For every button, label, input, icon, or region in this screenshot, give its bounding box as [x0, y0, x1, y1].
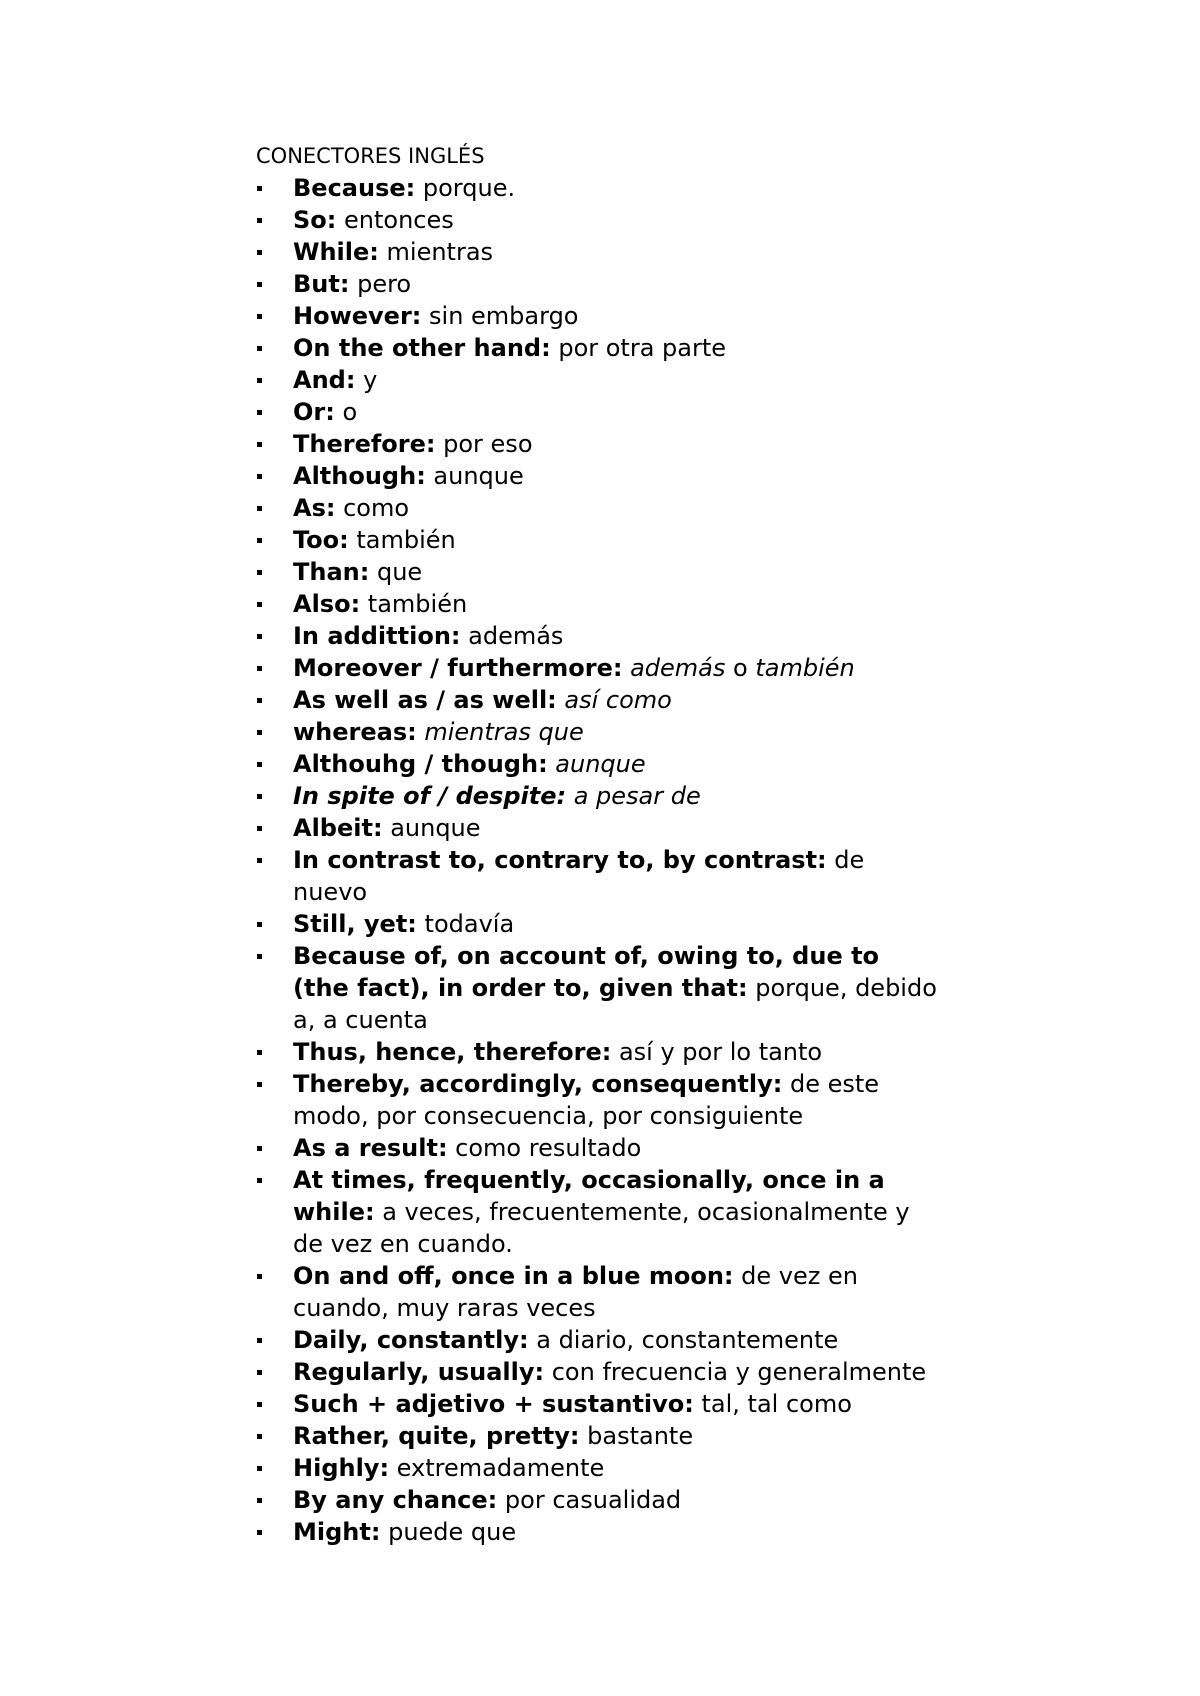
square-bullet-icon	[257, 922, 262, 927]
connector-term: As well as / as well:	[293, 686, 557, 714]
list-item	[256, 300, 1046, 332]
connector-meaning-continued: de vez en cuando.	[293, 1230, 513, 1258]
list-item	[256, 620, 1046, 652]
connector-term: Thereby, accordingly, consequently:	[293, 1070, 783, 1098]
document-page	[256, 140, 1046, 1548]
square-bullet-icon	[257, 1050, 262, 1055]
square-bullet-icon	[257, 1466, 262, 1471]
connector-term: Also:	[293, 590, 361, 618]
square-bullet-icon	[257, 698, 262, 703]
list-item	[256, 1356, 1046, 1388]
list-item	[256, 1068, 1046, 1132]
connector-term: In contrast to, contrary to, by contrast:	[293, 846, 827, 874]
connector-term: Such + adjetivo + sustantivo:	[293, 1390, 694, 1418]
connector-meaning: tal, tal como	[693, 1390, 852, 1418]
list-item	[256, 1132, 1046, 1164]
list-item	[256, 524, 1046, 556]
connector-term: So:	[293, 206, 337, 234]
connector-meaning: a pesar de	[566, 782, 701, 810]
connector-meaning-continued: cuando, muy raras veces	[293, 1294, 596, 1322]
square-bullet-icon	[257, 762, 262, 767]
connector-term: Albeit:	[293, 814, 383, 842]
connector-term: And:	[293, 366, 356, 394]
connector-meaning: por casualidad	[497, 1486, 682, 1514]
connector-term: Although:	[293, 462, 426, 490]
connector-term: whereas:	[293, 718, 417, 746]
connector-term: On the other hand:	[293, 334, 551, 362]
connector-term: Too:	[293, 526, 349, 554]
square-bullet-icon	[257, 954, 262, 959]
square-bullet-icon	[257, 1274, 262, 1279]
connector-term-continued: while:	[293, 1198, 375, 1226]
connector-term: Moreover / furthermore:	[293, 654, 623, 682]
connector-meaning: mientras que	[416, 718, 584, 746]
connector-term: Regularly, usually:	[293, 1358, 545, 1386]
connector-meaning: así como	[556, 686, 672, 714]
square-bullet-icon	[257, 570, 262, 575]
connector-term-continued: (the fact), in order to, given that:	[293, 974, 748, 1002]
connector-term: Althouhg / though:	[293, 750, 548, 778]
connector-meaning: porque.	[415, 174, 516, 202]
connector-term: As:	[293, 494, 336, 522]
list-item	[256, 1324, 1046, 1356]
connector-list	[256, 172, 1046, 1548]
list-item	[256, 428, 1046, 460]
connector-meaning: a diario, constantemente	[528, 1326, 839, 1354]
list-item	[256, 332, 1046, 364]
list-item	[256, 204, 1046, 236]
list-item	[256, 652, 1046, 684]
list-item	[256, 1164, 1046, 1260]
connector-term: Therefore:	[293, 430, 436, 458]
connector-term: Than:	[293, 558, 370, 586]
square-bullet-icon	[257, 730, 262, 735]
connector-term: By any chance:	[293, 1486, 498, 1514]
connector-meaning: mientras	[378, 238, 494, 266]
list-item	[256, 940, 1046, 1036]
list-item	[256, 236, 1046, 268]
square-bullet-icon	[257, 1082, 262, 1087]
connector-meaning: además	[622, 654, 726, 682]
connector-meaning: también	[360, 590, 468, 618]
square-bullet-icon	[257, 250, 262, 255]
list-item	[256, 716, 1046, 748]
connector-term: While:	[293, 238, 379, 266]
square-bullet-icon	[257, 314, 262, 319]
square-bullet-icon	[257, 346, 262, 351]
list-item	[256, 1036, 1046, 1068]
connector-meaning: de	[826, 846, 865, 874]
connector-meaning: extremadamente	[389, 1454, 605, 1482]
square-bullet-icon	[257, 538, 262, 543]
list-item	[256, 268, 1046, 300]
connector-meaning-continued: modo, por consecuencia, por consiguiente	[293, 1102, 804, 1130]
connector-meaning-continued: a, a cuenta	[293, 1006, 428, 1034]
connector-meaning: de vez en	[733, 1262, 858, 1290]
square-bullet-icon	[257, 186, 262, 191]
document-title: CONECTORES INGLÉS	[256, 144, 485, 168]
connector-term: Thus, hence, therefore:	[293, 1038, 612, 1066]
connector-meaning: con frecuencia y generalmente	[544, 1358, 927, 1386]
connector-meaning: de este	[782, 1070, 880, 1098]
square-bullet-icon	[257, 602, 262, 607]
connector-meaning: también	[348, 526, 456, 554]
connector-term: Highly:	[293, 1454, 390, 1482]
square-bullet-icon	[257, 1530, 262, 1535]
square-bullet-icon	[257, 1370, 262, 1375]
square-bullet-icon	[257, 1402, 262, 1407]
square-bullet-icon	[257, 282, 262, 287]
connector-meaning: puede que	[380, 1518, 517, 1546]
connector-meaning: aunque	[425, 462, 524, 490]
list-item	[256, 1388, 1046, 1420]
square-bullet-icon	[257, 474, 262, 479]
connector-term: At times, frequently, occasionally, once in a	[293, 1166, 885, 1194]
list-item	[256, 1484, 1046, 1516]
list-item	[256, 588, 1046, 620]
connector-meaning: además	[460, 622, 564, 650]
list-item	[256, 684, 1046, 716]
list-item	[256, 1260, 1046, 1324]
connector-term: On and off, once in a blue moon:	[293, 1262, 734, 1290]
connector-term: As a result:	[293, 1134, 448, 1162]
square-bullet-icon	[257, 1146, 262, 1151]
list-item	[256, 460, 1046, 492]
connector-meaning: y	[355, 366, 378, 394]
list-item	[256, 172, 1046, 204]
connector-term: But:	[293, 270, 350, 298]
list-item	[256, 1420, 1046, 1452]
square-bullet-icon	[257, 826, 262, 831]
square-bullet-icon	[257, 666, 262, 671]
connector-term: Because:	[293, 174, 416, 202]
list-item	[256, 812, 1046, 844]
connector-term: In addittion:	[293, 622, 461, 650]
square-bullet-icon	[257, 634, 262, 639]
connector-meaning: también	[755, 654, 855, 682]
square-bullet-icon	[257, 506, 262, 511]
connector-meaning: sin embargo	[421, 302, 579, 330]
list-item	[256, 748, 1046, 780]
connector-meaning: como resultado	[447, 1134, 642, 1162]
connector-meaning: aunque	[547, 750, 646, 778]
connector-meaning: por eso	[435, 430, 533, 458]
square-bullet-icon	[257, 1434, 262, 1439]
connector-meaning-continued: nuevo	[293, 878, 368, 906]
square-bullet-icon	[257, 1178, 262, 1183]
list-item	[256, 396, 1046, 428]
square-bullet-icon	[257, 1338, 262, 1343]
square-bullet-icon	[257, 410, 262, 415]
connector-term: Still, yet:	[293, 910, 417, 938]
square-bullet-icon	[257, 858, 262, 863]
square-bullet-icon	[257, 794, 262, 799]
connector-meaning: aunque	[382, 814, 481, 842]
square-bullet-icon	[257, 378, 262, 383]
list-item	[256, 1452, 1046, 1484]
list-item	[256, 364, 1046, 396]
connector-meaning: así y por lo tanto	[611, 1038, 823, 1066]
list-item	[256, 908, 1046, 940]
connector-term: Rather, quite, pretty:	[293, 1422, 580, 1450]
list-item	[256, 1516, 1046, 1548]
connector-meaning: que	[369, 558, 423, 586]
connector-term: Daily, constantly:	[293, 1326, 529, 1354]
square-bullet-icon	[257, 442, 262, 447]
connector-meaning: entonces	[336, 206, 454, 234]
connector-term: Or:	[293, 398, 335, 426]
square-bullet-icon	[257, 218, 262, 223]
list-item	[256, 492, 1046, 524]
connector-meaning: o	[334, 398, 358, 426]
connector-term: Because of, on account of, owing to, due to	[293, 942, 880, 970]
connector-meaning: como	[335, 494, 410, 522]
connector-meaning: porque, debido	[747, 974, 937, 1002]
list-item	[256, 556, 1046, 588]
connector-term: However:	[293, 302, 422, 330]
connector-meaning: a veces, frecuentemente, ocasionalmente y	[374, 1198, 910, 1226]
connector-meaning: bastante	[579, 1422, 694, 1450]
connector-meaning: pero	[349, 270, 412, 298]
connector-term: Might:	[293, 1518, 381, 1546]
list-item	[256, 780, 1046, 812]
list-item	[256, 844, 1046, 908]
connector-meaning: todavía	[416, 910, 515, 938]
connector-term: In spite of / despite:	[293, 782, 567, 810]
connector-meaning: por otra parte	[550, 334, 727, 362]
square-bullet-icon	[257, 1498, 262, 1503]
connector-meaning-joiner: o	[725, 654, 756, 682]
